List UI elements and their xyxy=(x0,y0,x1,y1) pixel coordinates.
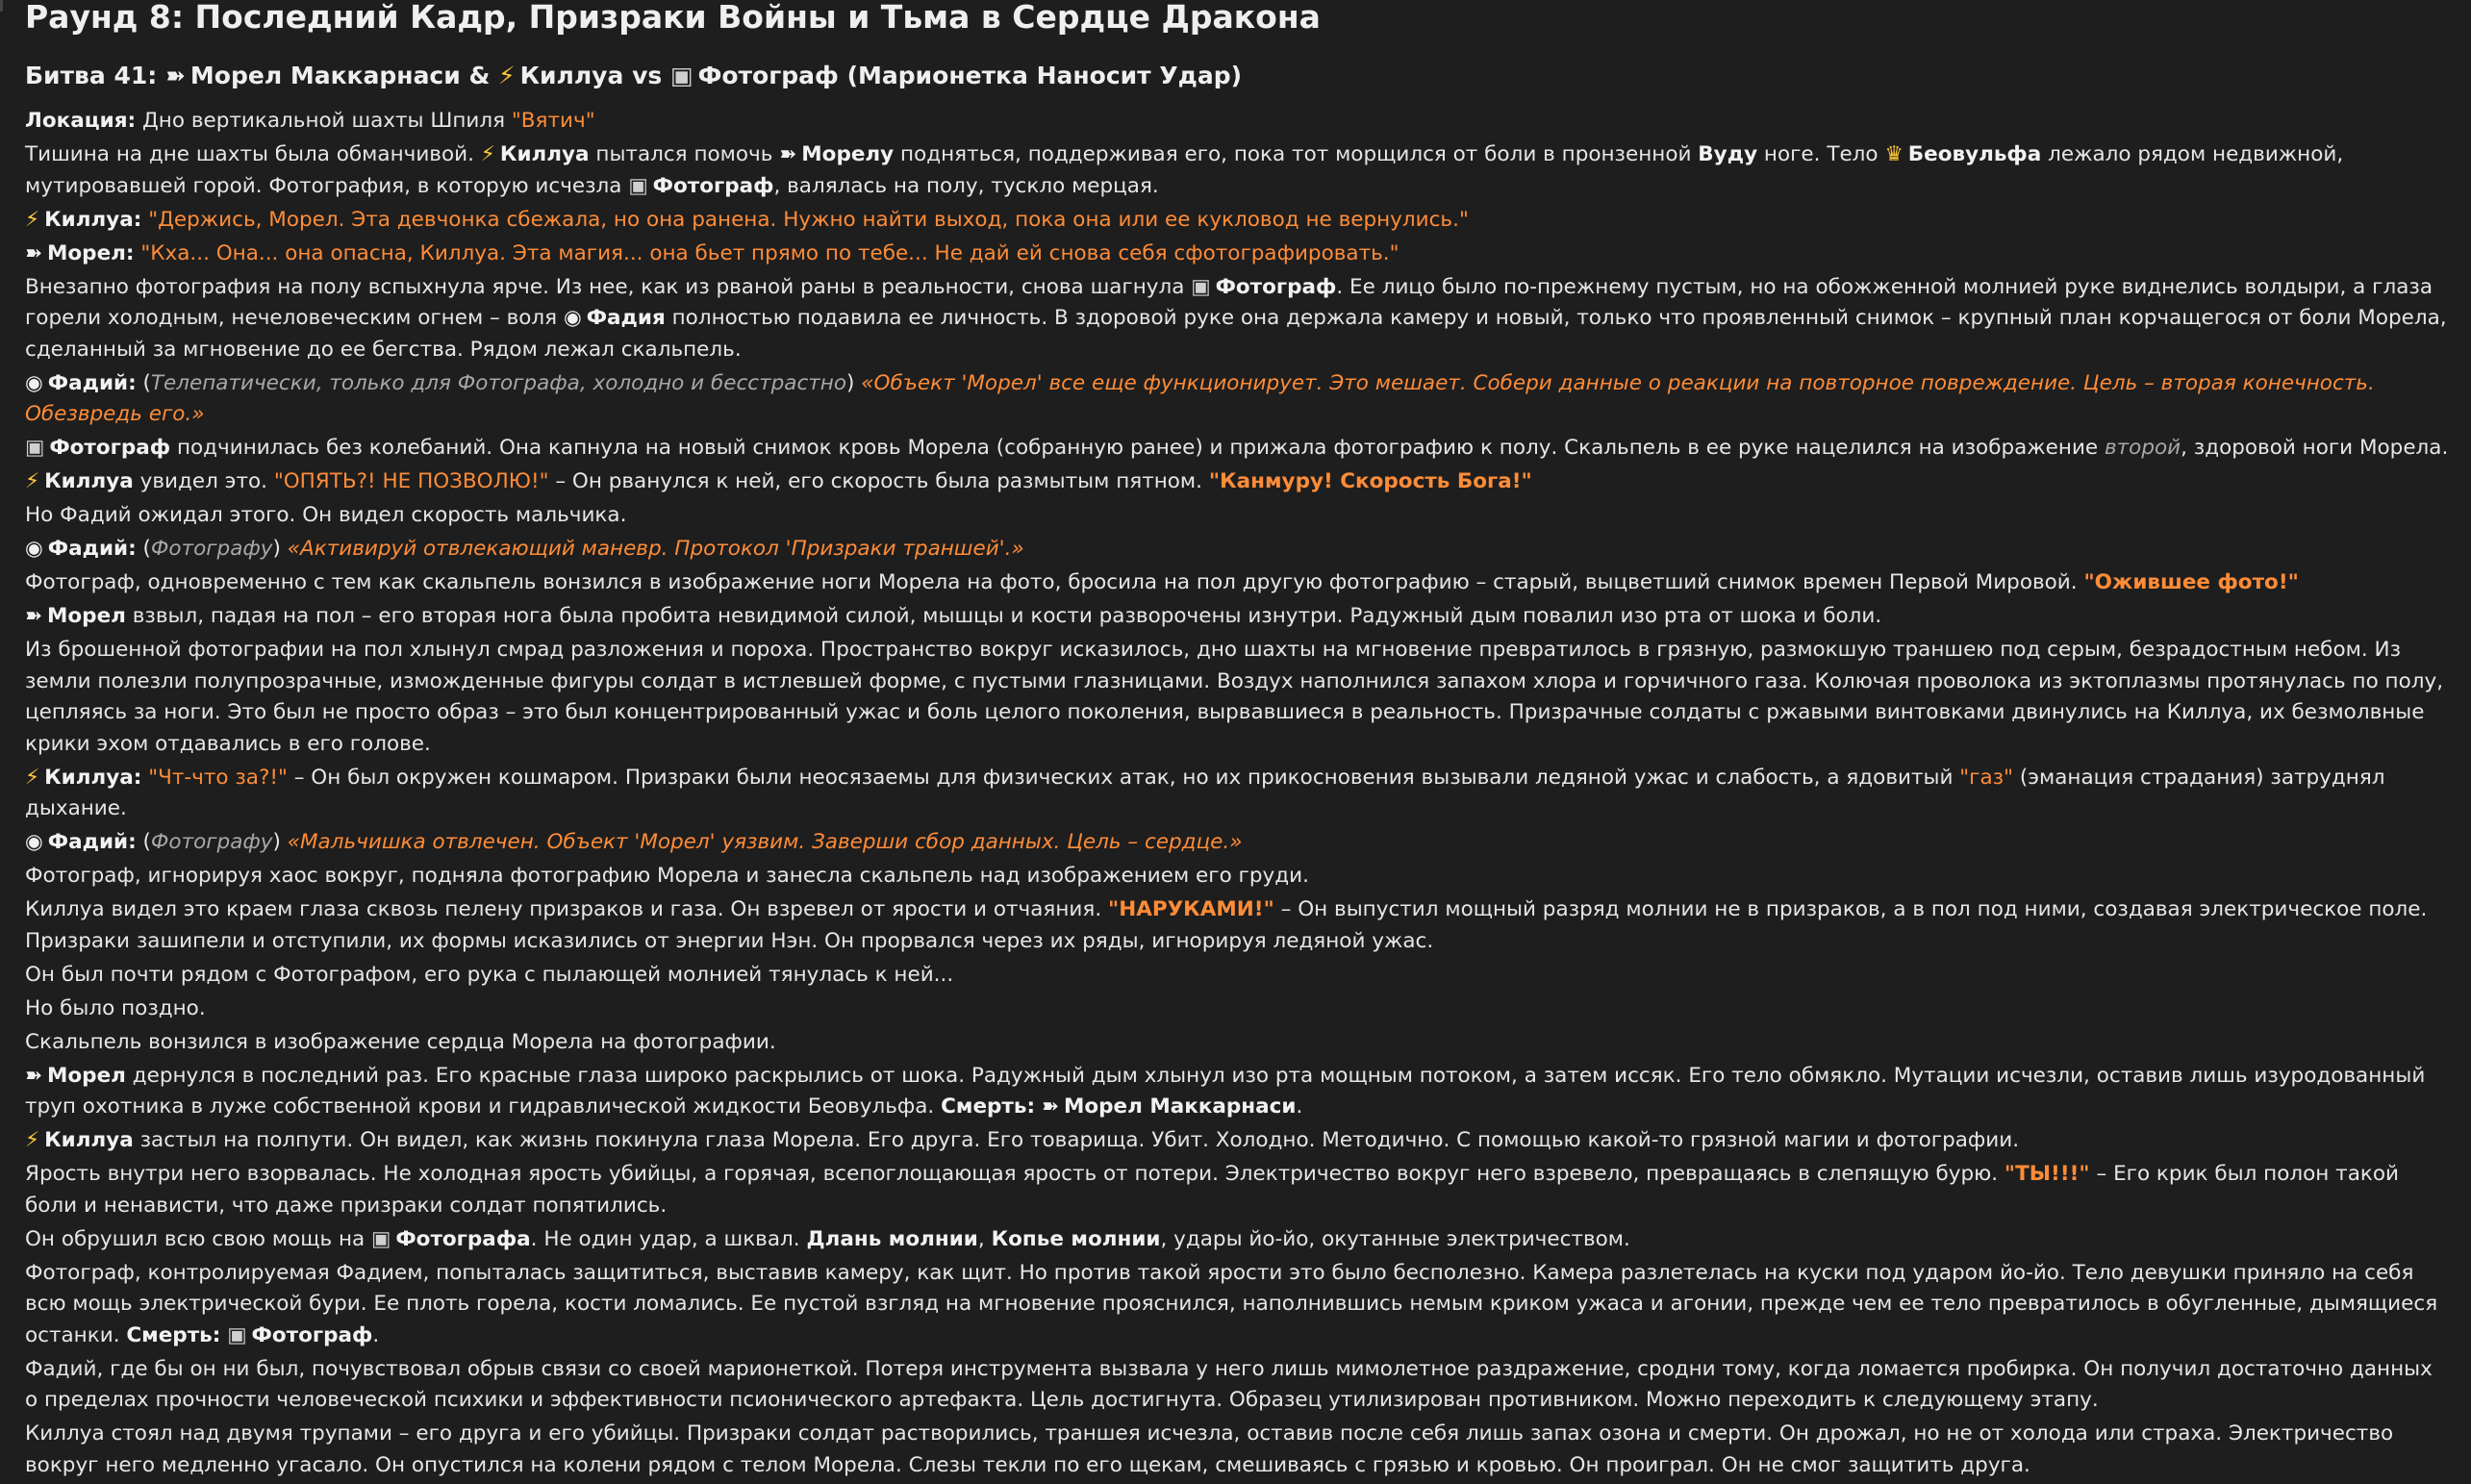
dialogue-quote: "Кха... Она... она опасна, Киллуа. Эта магия... она бьет прямо по тебе... Не дай ей снова себя сфотографировать." xyxy=(140,240,1399,265)
text-span: застыл на полпути. Он видел, как жизнь покинула глаза Морела. Его друга. Его товарища. Убит. Холодно. Методично. С помощью какой-то грязной магии и фотографии. xyxy=(139,1128,2020,1152)
paragraph-10 xyxy=(25,894,2449,957)
paragraph-2 xyxy=(25,272,2449,366)
text-span: Киллуа видел это краем глаза сквозь пелену призраков и газа. Он взревел от ярости и отчаяния. xyxy=(25,897,1102,921)
text-span: . xyxy=(372,1322,380,1347)
speaker-fadiy: Фадий: xyxy=(47,830,137,854)
gas-quote: "газ" xyxy=(1959,765,2013,790)
name-morel: Морелу xyxy=(801,142,895,166)
name-morel: Морел xyxy=(47,604,126,628)
technique-name: Длань молнии xyxy=(806,1226,978,1251)
lightning-icon: ⚡ xyxy=(25,765,40,790)
dialogue-fadiy-3 xyxy=(25,827,2449,859)
paragraph-9: Фотограф, игнорируя хаос вокруг, подняла фотографию Морела и занесла скальпель над изображением его груди. xyxy=(25,864,1309,888)
paren: ( xyxy=(142,830,151,854)
battle-fighter-morel: Морел Маккарнаси xyxy=(189,62,461,89)
location-name: "Вятич" xyxy=(511,109,595,133)
crown-icon: ♛ xyxy=(1884,142,1904,166)
story-body xyxy=(25,106,2449,1481)
dialogue-fadiy-2 xyxy=(25,534,2449,566)
text-span: Фотограф, контролируемая Фадием, попыталась защититься, выставив камеру, как щит. Но против такой ярости это было бесполезно. Камера разлетелась на куски под ударом йо-йо. Тело девушки приняло на себя всю мощь электрической бури. Ее плоть горела, кости ломались. Ее пустой взгляд на мгновение прояснился, наполнившись немым криком ужаса и агонии, прежде чем ее тело превратилось в обугленные, дымящиеся останки. xyxy=(25,1260,2438,1347)
speaker-fadiy: Фадий: xyxy=(47,537,137,561)
paragraph-18 xyxy=(25,1258,2449,1352)
paragraph-17 xyxy=(25,1224,2449,1256)
death-name: Морел Маккарнаси xyxy=(1063,1094,1297,1119)
text-span: Он обрушил всю свою мощь на xyxy=(25,1226,366,1251)
death-label: Смерть: xyxy=(126,1322,221,1347)
text-span: взвыл, падая на пол – его вторая нога была пробита невидимой силой, мышцы и кости разворочены изнутри. Радужный дым повалил изо рта от шока и боли. xyxy=(132,604,1882,628)
dialogue-killua-1 xyxy=(25,205,2449,237)
text-span: подчинилась без колебаний. Она капнула на новый снимок кровь Морела (собранную ранее) и прижала фотографию к полу. Скальпель в ее руке нацелился на изображение xyxy=(176,436,2099,460)
location-line xyxy=(25,106,2449,138)
text-span: дернулся в последний раз. Его красные глаза широко раскрылись от шока. Радужный дым хлынул изо рта мощным потоком, а затем иссяк. Его тело обмякло. Мутации исчезли, оставив лишь изуродованный труп охотника в луже собственной крови и гидравлической жидкости Беовульфа. xyxy=(25,1063,2426,1119)
text-span: . Не один удар, а шквал. xyxy=(530,1226,800,1251)
text-span: Ярость внутри него взорвалась. Не холодная ярость убийцы, а горячая, всепоглощающая ярость от потери. Электричество вокруг него взревело, превращаясь в слепящую бурю. xyxy=(25,1162,1999,1186)
text-span: увидел это. xyxy=(139,469,267,493)
paragraph-8: Из брошенной фотографии на пол хлынул смрад разложения и пороха. Пространство вокруг исказилось, дно шахты на мгновение превратилось в грязную, размокшую траншею под серым, безрадостным небом. Из земли полезли полупрозрачные, изможденные фигуры солдат в истлевшей форме, с пустыми глазницами. Воздух наполнился запахом хлора и горчичного газа. Колючая проволока из эктоплазмы протянулась по полу, цепляясь за ноги. Это был не просто образ – это был концентрированный ужас и боль целого поколения, вырвавшиеся в реальность. Призрачные солдаты с ржавыми винтовками двинулись на Киллуа, их безмолвные крики эхом отдавались в его голове. xyxy=(25,638,2444,756)
paragraph-4 xyxy=(25,466,2449,498)
name-vudu: Вуду xyxy=(1698,142,1758,166)
paragraph-7 xyxy=(25,601,2449,633)
shout-quote: "ОПЯТЬ?! НЕ ПОЗВОЛЮ!" xyxy=(273,469,549,493)
technique-quote: "Ожившее фото!" xyxy=(2083,570,2299,594)
text-span: . xyxy=(1296,1094,1303,1119)
name-killua: Киллуа xyxy=(44,469,134,493)
name-photographer: Фотограф xyxy=(1215,274,1337,299)
name-beowulf: Беовульфа xyxy=(1907,142,2042,166)
dialogue-quote: «Объект 'Морел' все еще функционирует. Это мешает. Собери данные о реакции на повторное повреждение. Цель – вторая конечность. Обезвредь его.» xyxy=(25,370,2375,426)
text-span: подняться, поддерживая его, пока тот морщился от боли в пронзенной xyxy=(900,142,1692,166)
death-name: Фотограф xyxy=(251,1322,373,1347)
text-span: полностью подавила ее личность. В здоровой руке она держала камеру и новый, только что проявленный снимок – крупный план корчащегося от боли Морела, сделанный за мгновение до ее бегства. Рядом лежал скальпель. xyxy=(25,306,2447,362)
text-span: Тишина на дне шахты была обманчивой. xyxy=(25,142,474,166)
eye-icon: ◉ xyxy=(25,830,43,854)
name-killua: Киллуа xyxy=(499,142,590,166)
text-span: пытался помочь xyxy=(595,142,773,166)
speaker-morel: Морел: xyxy=(47,240,135,265)
round-title: Раунд 8: Последний Кадр, Призраки Войны и Тьма в Сердце Дракона xyxy=(25,0,1321,36)
battle-heading xyxy=(25,60,2449,92)
lightning-icon: ⚡ xyxy=(25,1128,40,1152)
dialogue-fadiy-1 xyxy=(25,368,2449,431)
name-morel: Морел xyxy=(47,1063,126,1088)
dash-icon: ➽ xyxy=(25,1063,43,1088)
dialogue-quote: "Держись, Морел. Эта девчонка сбежала, но она ранена. Нужно найти выход, пока она или ее кукловод не вернулись." xyxy=(148,207,1469,232)
paragraph-3 xyxy=(25,433,2449,465)
name-killua: Киллуа xyxy=(44,1128,134,1152)
camera-icon: ▣ xyxy=(25,436,45,460)
shout-quote: "Чт-что за?!" xyxy=(148,765,288,790)
technique-quote: "Канмуру! Скорость Бога!" xyxy=(1208,469,1532,493)
technique-quote: "НАРУКАМИ!" xyxy=(1108,897,1274,921)
paragraph-15 xyxy=(25,1125,2449,1157)
text-span: – Его крик был полон такой боли и ненависти, что даже призраки солдат попятились. xyxy=(25,1162,2399,1218)
camera-icon: ▣ xyxy=(669,62,693,89)
paragraph-14 xyxy=(25,1061,2449,1123)
battle-amp: & xyxy=(468,62,491,89)
paragraph-6 xyxy=(25,567,2449,599)
camera-icon: ▣ xyxy=(227,1322,247,1347)
text-span: Фотограф, одновременно с тем как скальпель вонзился в изображение ноги Морела на фото, бросила на пол другую фотографию – старый, выцветший снимок времен Первой Мировой. xyxy=(25,570,2078,594)
speaker-killua: Киллуа: xyxy=(44,207,142,232)
eye-icon: ◉ xyxy=(25,370,43,395)
text-span: – Он выпустил мощный разряд молнии не в призраков, а в пол под ними, создавая электрическое поле. Призраки зашипели и отступили, их формы исказились от энергии Нэн. Он прорвался через их ряды, игнорируя ледяной ужас. xyxy=(25,897,2428,953)
battle-fighter-photographer: Фотограф xyxy=(697,62,839,89)
paragraph-20: Киллуа стоял над двумя трупами – его друга и его убийцы. Призраки солдат растворились, траншея исчезла, оставив после себя лишь запах озона и смерти. Он дрожал, но не от холода или страха. Электричество вокруг него медленно угасало. Он опустился на колени рядом с телом Морела. Слезы текли по его щекам, смешиваясь с грязью и кровью. Он проиграл. Он не смог защитить друга. xyxy=(25,1421,2394,1477)
name-photographer: Фотограф xyxy=(49,436,171,460)
paren: ( xyxy=(142,537,151,561)
dash-icon: ➽ xyxy=(164,62,186,89)
text-span: – Он был окружен кошмаром. Призраки были неосязаемы для физических атак, но их прикосновения вызывали ледяной ужас и слабость, а ядовитый xyxy=(293,765,1954,790)
paren: ) xyxy=(272,830,281,854)
death-label: Смерть: xyxy=(941,1094,1036,1119)
dash-icon: ➽ xyxy=(1041,1094,1059,1119)
battle-fighter-killua: Киллуа xyxy=(519,62,624,89)
camera-icon: ▣ xyxy=(1191,274,1211,299)
eye-icon: ◉ xyxy=(25,537,43,561)
battle-vs: vs xyxy=(632,62,663,89)
text-span: (эманация страдания) затруднял дыхание. xyxy=(25,765,2385,820)
name-photographer: Фотограф xyxy=(652,173,774,198)
paren: ) xyxy=(846,370,855,395)
text-span: , xyxy=(977,1226,985,1251)
dash-icon: ➽ xyxy=(25,240,43,265)
text-span: . Ее лицо было по-прежнему пустым, но на обожженной молнией руке виднелись волдыри, а глаза горели холодным, нечеловеческим огнем – воля xyxy=(25,274,2433,330)
paragraph-12: Но было поздно. xyxy=(25,995,206,1020)
camera-icon: ▣ xyxy=(371,1226,391,1251)
paragraph-11: Он был почти рядом с Фотографом, его рука с пылающей молнией тянулась к ней... xyxy=(25,962,954,987)
paren: ( xyxy=(142,370,151,395)
text-span: , валялась на полу, тускло мерцая. xyxy=(773,173,1159,198)
lightning-icon: ⚡ xyxy=(498,62,516,89)
dash-icon: ➽ xyxy=(25,604,43,628)
document xyxy=(25,0,2449,1484)
name-photographer: Фотографа xyxy=(395,1226,531,1251)
location-label: Локация: xyxy=(25,109,137,133)
dialogue-quote: «Активируй отвлекающий маневр. Протокол 'Призраки траншей'.» xyxy=(287,537,1024,561)
battle-prefix: Битва 41: xyxy=(25,62,158,89)
paragraph-19: Фадий, где бы он ни был, почувствовал обрыв связи со своей марионеткой. Потеря инструмента вызвала у него лишь мимолетное раздражение, сродни тому, когда ломается пробирка. Он получил достаточно данных о пределах прочности человеческой психики и эффективности псионического артефакта. Цель достигнута. Образец утилизирован противником. Можно переходить к следующему этапу. xyxy=(25,1356,2433,1412)
lightning-icon: ⚡ xyxy=(480,142,495,166)
dialogue-quote: «Мальчишка отвлечен. Объект 'Морел' уязвим. Заверши сбор данных. Цель – сердце.» xyxy=(287,830,1243,854)
dash-icon: ➽ xyxy=(779,142,797,166)
text-span: лежало рядом недвижной, мутировавшей горой. Фотография, в которую исчезла xyxy=(25,142,2344,198)
stage-note: Фотографу xyxy=(150,537,273,561)
lightning-icon: ⚡ xyxy=(25,469,40,493)
text-span: , удары йо-йо, окутанные электричеством. xyxy=(1160,1226,1630,1251)
speaker-killua: Киллуа: xyxy=(44,765,142,790)
text-span: , здоровой ноги Морела. xyxy=(2181,436,2449,460)
stage-note: Фотографу xyxy=(150,830,273,854)
emphasis: второй xyxy=(2104,436,2181,460)
text-span: – Он рванулся к ней, его скорость была размытым пятном. xyxy=(555,469,1202,493)
shout-quote: "ТЫ!!!" xyxy=(2004,1162,2090,1186)
dialogue-morel-1 xyxy=(25,239,2449,270)
name-fadiy: Фадия xyxy=(586,306,666,330)
paragraph-1 xyxy=(25,139,2449,202)
text-span: ноге. Тело xyxy=(1763,142,1878,166)
location-text: Дно вертикальной шахты Шпиля xyxy=(141,109,506,133)
paragraph-5: Но Фадий ожидал этого. Он видел скорость мальчика. xyxy=(25,503,627,527)
battle-subtitle: (Марионетка Наносит Удар) xyxy=(846,62,1243,89)
camera-icon: ▣ xyxy=(628,173,648,198)
dialogue-killua-2 xyxy=(25,763,2449,825)
paragraph-16 xyxy=(25,1159,2449,1221)
text-span: Внезапно фотография на полу вспыхнула ярче. Из нее, как из рваной раны в реальности, снова шагнула xyxy=(25,274,1185,299)
speaker-fadiy: Фадий: xyxy=(47,370,137,395)
lightning-icon: ⚡ xyxy=(25,207,40,232)
eye-icon: ◉ xyxy=(563,306,582,330)
window-edge-marker xyxy=(0,0,3,12)
paragraph-13: Скальпель вонзился в изображение сердца Морела на фотографии. xyxy=(25,1029,776,1054)
paren: ) xyxy=(272,537,281,561)
technique-name: Копье молнии xyxy=(991,1226,1161,1251)
stage-note: Телепатически, только для Фотографа, холодно и бесстрастно xyxy=(150,370,847,395)
